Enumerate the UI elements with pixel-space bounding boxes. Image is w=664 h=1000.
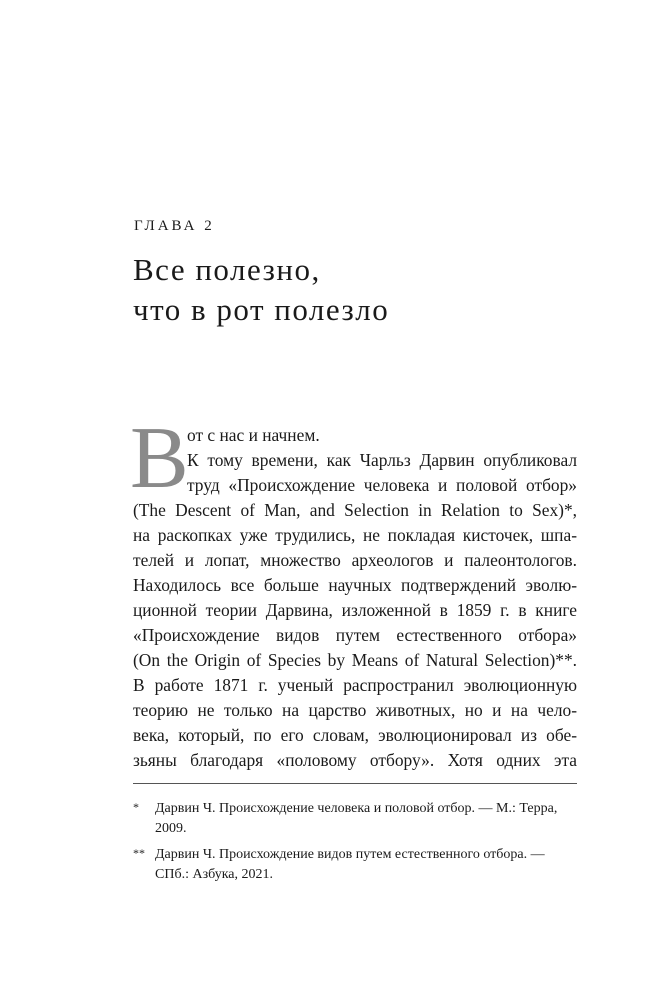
body-line: ционной теории Дарвина, изложенной в 1859 г. в книге xyxy=(133,600,577,620)
body-line: К тому времени, как Чарльз Дарвин опубликовал xyxy=(187,450,577,470)
body-line: теорию не только на царство животных, но и на чело- xyxy=(133,700,577,720)
chapter-title-line-1: Все полезно, xyxy=(133,252,321,287)
body-line: на раскопках уже трудились, не покладая кисточек, шпа- xyxy=(133,525,577,545)
body-line: Находилось все больше научных подтверждений эволю- xyxy=(133,575,577,595)
footnote-mark: ** xyxy=(133,846,145,860)
chapter-title-line-2: что в рот полезло xyxy=(133,292,390,327)
chapter-title xyxy=(133,250,573,330)
body-line: века, который, по его словам, эволюционировал из обе- xyxy=(133,725,577,745)
footnotes xyxy=(133,799,577,891)
body-line: (The Descent of Man, and Selection in Relation to Sex)*, xyxy=(133,500,577,520)
body-line: В работе 1871 г. ученый распространил эволюционную xyxy=(133,675,577,695)
body-line: от с нас и начнем. xyxy=(187,425,320,445)
drop-cap: В xyxy=(130,410,189,507)
chapter-label: ГЛАВА 2 xyxy=(134,218,215,234)
footnote-mark: * xyxy=(133,800,139,814)
body-line: «Происхождение видов путем естественного отбора» xyxy=(133,625,577,645)
footnote-divider xyxy=(133,783,577,784)
body-line: телей и лопат, множество археологов и палеонтологов. xyxy=(133,550,577,570)
footnote-text: Дарвин Ч. Происхождение человека и половой отбор. — М.: Терра, 2009. xyxy=(155,801,558,836)
body-line: зьяны благодаря «половому отбору». Хотя одних эта xyxy=(133,750,577,770)
body-line: труд «Происхождение человека и половой отбор» xyxy=(187,475,577,495)
body-text xyxy=(133,423,577,773)
footnote-2 xyxy=(133,845,577,885)
footnote-1 xyxy=(133,799,577,839)
footnote-text: Дарвин Ч. Происхождение видов путем естественного отбора. — СПб.: Азбука, 2021. xyxy=(155,847,545,882)
body-line: (On the Origin of Species by Means of Natural Selection)**. xyxy=(133,650,577,670)
